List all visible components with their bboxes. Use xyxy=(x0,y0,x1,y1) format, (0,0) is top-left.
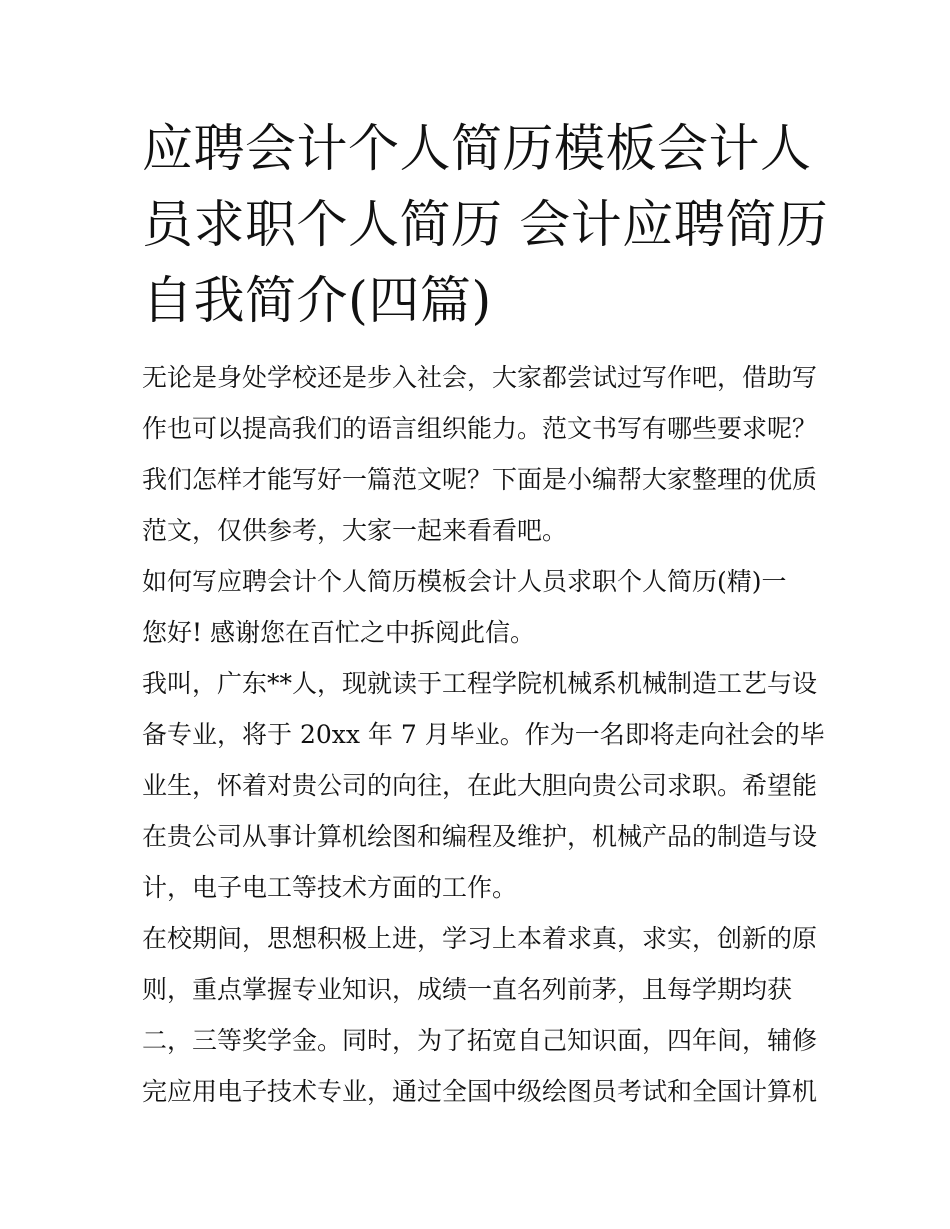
document-title xyxy=(142,112,829,340)
title-line-2: 员求职个人简历 会计应聘简历 xyxy=(142,196,829,255)
paragraph-line: 二，三等奖学金。同时，为了拓宽自己知识面，四年间，辅修 xyxy=(142,1026,818,1055)
paragraph-line: 我们怎样才能写好一篇范文呢？下面是小编帮大家整理的优质 xyxy=(142,465,818,494)
paragraph-line: 完应用电子技术专业，通过全国中级绘图员考试和全国计算机 xyxy=(142,1077,818,1106)
paragraph-line: 业生，怀着对贵公司的向往，在此大胆向贵公司求职。希望能 xyxy=(142,771,818,800)
document-page xyxy=(142,112,829,1117)
paragraph-line: 我叫，广东**人，现就读于工程学院机械系机械制造工艺与设 xyxy=(142,669,818,698)
paragraph-line: 如何写应聘会计个人简历模板会计人员求职个人简历(精)一 xyxy=(142,567,787,596)
introduction-paragraph xyxy=(142,658,825,913)
paragraph-line: 备专业，将于 20xx 年 7 月毕业。作为一名即将走向社会的毕 xyxy=(142,720,825,749)
school-performance-paragraph xyxy=(142,913,818,1117)
greeting-paragraph xyxy=(142,607,814,658)
paragraph-line: 在校期间，思想积极上进，学习上本着求真，求实，创新的原 xyxy=(142,924,818,953)
paragraph-line: 在贵公司从事计算机绘图和编程及维护，机械产品的制造与设 xyxy=(142,822,818,851)
title-line-3: 自我简介(四篇) xyxy=(142,272,492,331)
paragraph-line: 您好! 感谢您在百忙之中拆阅此信。 xyxy=(142,618,535,647)
paragraph-line: 计，电子电工等技术方面的工作。 xyxy=(142,873,518,902)
title-line-1: 应聘会计个人简历模板会计人 xyxy=(142,120,812,179)
paragraph-line: 则，重点掌握专业知识，成绩一直名列前茅，且每学期均获 xyxy=(142,975,793,1004)
paragraph-line: 范文，仅供参考，大家一起来看看吧。 xyxy=(142,516,568,545)
intro-paragraph xyxy=(142,352,818,556)
section-heading-paragraph xyxy=(142,556,814,607)
paragraph-line: 作也可以提高我们的语言组织能力。范文书写有哪些要求呢？ xyxy=(142,414,818,443)
paragraph-line: 无论是身处学校还是步入社会，大家都尝试过写作吧，借助写 xyxy=(142,363,818,392)
